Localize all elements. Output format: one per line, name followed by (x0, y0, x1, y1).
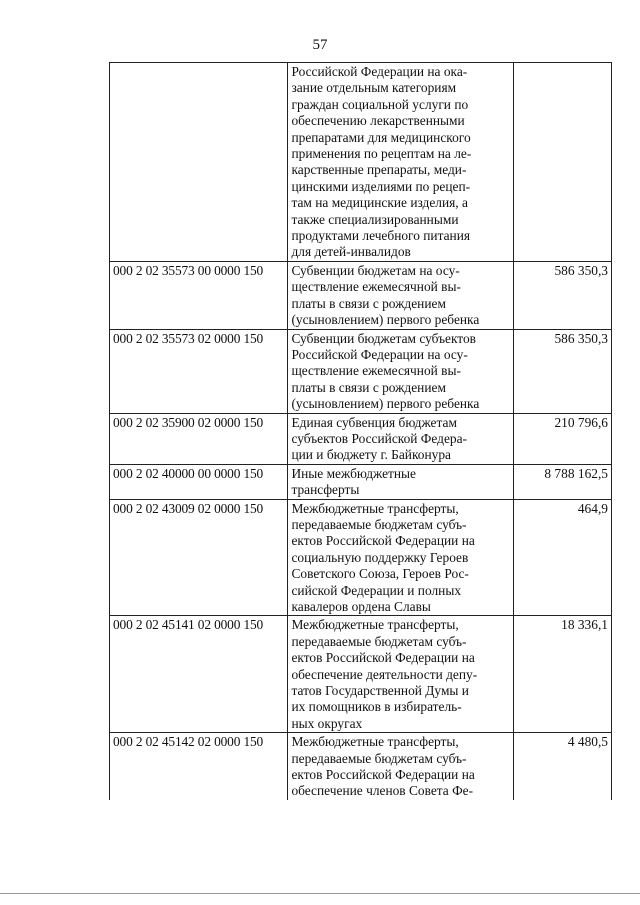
budget-code-cell: 000 2 02 40000 00 0000 150 (110, 464, 288, 499)
budget-code-cell: 000 2 02 35900 02 0000 150 (110, 413, 288, 464)
page-number: 57 (312, 37, 328, 53)
budget-table (109, 62, 612, 800)
name-line: кавалеров ордена Славы (291, 599, 431, 614)
budget-table-body (110, 63, 612, 800)
name-line: зание отдельным категориям (291, 80, 457, 96)
table-row (110, 733, 612, 800)
budget-code-cell: 000 2 02 45142 02 0000 150 (110, 733, 288, 800)
table-row (110, 261, 612, 329)
budget-code-cell: 000 2 02 35573 00 0000 150 (110, 261, 288, 329)
name-line: трансферты (291, 482, 360, 498)
name-line: ектов Российской Федерации на (291, 533, 475, 549)
budget-item-name-cell (288, 499, 513, 616)
name-line: Субвенции бюджетам субъектов (291, 330, 476, 346)
name-line: ектов Российской Федерации на (291, 650, 475, 666)
name-line: их помощников в избиратель- (291, 699, 462, 715)
name-line: препаратами для медицинского (291, 129, 471, 145)
budget-item-name-cell (288, 733, 513, 800)
budget-item-name-cell (288, 616, 513, 733)
table-row (110, 499, 612, 616)
name-line: Межбюджетные трансферты, (291, 500, 459, 516)
table-row (110, 616, 612, 733)
name-line: там на медицинские изделия, а (291, 195, 468, 211)
budget-code-cell: 000 2 02 43009 02 0000 150 (110, 499, 288, 616)
amount-cell: 586 350,3 (513, 329, 611, 413)
name-line: карственные препараты, меди- (291, 162, 467, 178)
table-row (110, 63, 612, 262)
name-line: (усыновлением) первого ребенка (291, 312, 480, 328)
budget-item-name-cell (288, 413, 513, 464)
name-line: социальную поддержку Героев (291, 549, 469, 565)
amount-cell: 18 336,1 (513, 616, 611, 733)
name-line: субъектов Российской Федера- (291, 430, 467, 446)
name-line: применения по рецептам на ле- (291, 146, 472, 162)
name-line: продуктами лечебного питания (291, 228, 471, 244)
budget-item-name-cell (288, 329, 513, 413)
name-line: Единая субвенция бюджетам (291, 414, 457, 430)
name-line: ществление ежемесячной вы- (291, 279, 461, 295)
name-line: Российской Федерации на ока- (291, 64, 468, 79)
name-line: также специализированными (291, 211, 459, 227)
name-line: Советского Союза, Героев Рос- (291, 566, 469, 582)
name-line: Межбюджетные трансферты, (291, 734, 459, 750)
name-line: платы в связи с рождением (291, 295, 446, 311)
amount-cell: 8 788 162,5 (513, 464, 611, 499)
name-line: татов Государственной Думы и (291, 683, 469, 699)
name-line: ществление ежемесячной вы- (291, 363, 461, 379)
name-line: (усыновлением) первого ребенка (291, 396, 480, 412)
name-line: передаваемые бюджетам субъ- (291, 516, 467, 532)
table-row (110, 464, 612, 499)
amount-cell: 210 796,6 (513, 413, 611, 464)
budget-code-cell: 000 2 02 45141 02 0000 150 (110, 616, 288, 733)
name-line: для детей-инвалидов (291, 244, 411, 260)
name-line: Российской Федерации на осу- (291, 346, 468, 362)
budget-item-name-cell (288, 464, 513, 499)
amount-cell: 4 480,5 (513, 733, 611, 800)
amount-cell (513, 63, 611, 262)
name-line: платы в связи с рождением (291, 379, 446, 395)
budget-code-cell (110, 63, 288, 262)
name-line: передаваемые бюджетам субъ- (291, 750, 467, 766)
amount-cell: 464,9 (513, 499, 611, 616)
name-line: передаваемые бюджетам субъ- (291, 633, 467, 649)
amount-cell: 586 350,3 (513, 261, 611, 329)
table-row (110, 329, 612, 413)
budget-code-cell: 000 2 02 35573 02 0000 150 (110, 329, 288, 413)
name-line: ектов Российской Федерации на (291, 767, 475, 783)
name-line: цинскими изделиями по рецеп- (291, 178, 471, 194)
table-row (110, 413, 612, 464)
name-line: Иные межбюджетные (291, 465, 416, 481)
name-line: обеспечение деятельности депу- (291, 666, 478, 682)
name-line: граждан социальной услуги по (291, 96, 469, 112)
name-line: Межбюджетные трансферты, (291, 617, 459, 633)
budget-item-name-cell (288, 63, 513, 262)
page-bottom-rule (0, 893, 640, 894)
name-line: обеспечение членов Совета Фе- (291, 783, 474, 799)
name-line: сийской Федерации и полных (291, 582, 462, 598)
name-line: ции и бюджету г. Байконура (291, 447, 451, 463)
name-line: обеспечению лекарственными (291, 113, 465, 129)
budget-item-name-cell (288, 261, 513, 329)
name-line: Субвенции бюджетам на осу- (291, 262, 460, 278)
name-line: ных округах (291, 715, 363, 731)
